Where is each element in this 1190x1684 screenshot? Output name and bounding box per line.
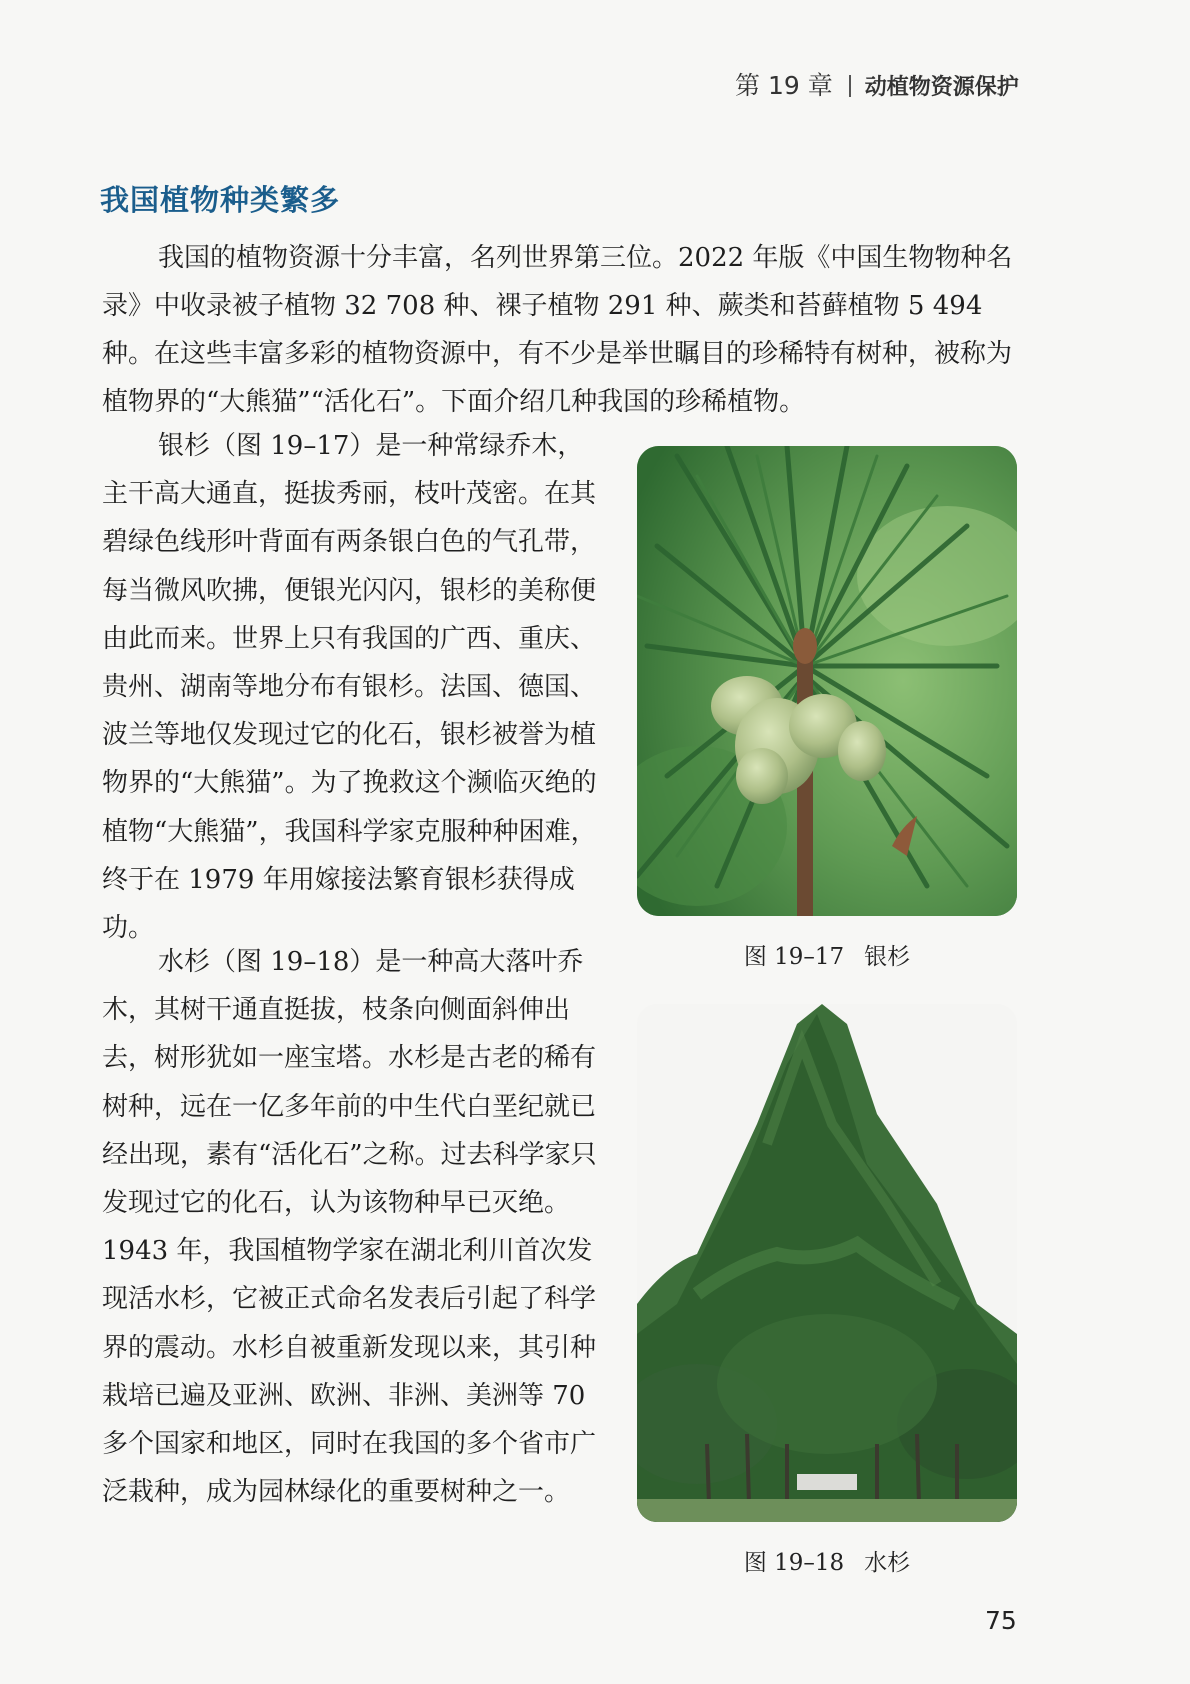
figure-caption-yinshan	[637, 938, 1017, 971]
section-title: 我国植物种类繁多	[100, 183, 341, 217]
shuishan-paragraph: 水杉（图 19–18）是一种高大落叶乔木，其树干通直挺拔，枝条向侧面斜伸出去，树形犹如一座宝塔。水杉是古老的稀有树种，远在一亿多年前的中生代白垩纪就已经出现，素有“活化石”之称。过去科学家只发现过它的化石，认为该物种早已灭绝。1943 年，我国植物学家在湖北利川首次发现活水杉，它被正式命名发表后引起了科学界的震动。水杉自被重新发现以来，其引种栽培已遍及亚洲、欧洲、非洲、美洲等 70 多个国家和地区，同时在我国的多个省市广泛栽种，成为园林绿化的重要树种之一。	[102, 947, 597, 1508]
running-header	[735, 66, 1019, 102]
header-divider	[849, 75, 851, 97]
figure-caption-text: 银杉	[864, 944, 911, 970]
intro-paragraph: 我国的植物资源十分丰富，名列世界第三位。2022 年版《中国生物物种名录》中收录被子植物 32 708 种、裸子植物 291 种、蕨类和苔藓植物 5 494 种。在这些丰富多彩的植物资源中，有不少是举世瞩目的珍稀特有树种，被称为植物界的“大熊猫”“活化石”。下面介绍几种我国的珍稀植物。	[102, 243, 1013, 417]
figure-number: 图 19–17	[743, 944, 845, 970]
figure-caption-shuishan	[637, 1544, 1017, 1577]
figure-number: 图 19–18	[743, 1550, 845, 1576]
yinshan-photo-illustration	[637, 446, 1017, 916]
intro-paragraph-block	[102, 234, 1017, 426]
figure-caption-text: 水杉	[864, 1550, 911, 1576]
shuishan-photo-illustration	[637, 1004, 1017, 1522]
yinshan-paragraph-block	[102, 422, 607, 952]
shuishan-paragraph-block	[102, 938, 607, 1516]
figure-yinshan	[637, 446, 1017, 971]
chapter-number: 第 19 章	[735, 71, 833, 100]
shuishan-photo	[637, 1004, 1017, 1522]
chapter-title: 动植物资源保护	[864, 75, 1019, 100]
yinshan-photo	[637, 446, 1017, 916]
figure-shuishan	[637, 1004, 1017, 1577]
page-number: 75	[985, 1606, 1017, 1635]
yinshan-paragraph: 银杉（图 19–17）是一种常绿乔木，主干高大通直，挺拔秀丽，枝叶茂密。在其碧绿色线形叶背面有两条银白色的气孔带，每当微风吹拂，便银光闪闪，银杉的美称便由此而来。世界上只有我国的广西、重庆、贵州、湖南等地分布有银杉。法国、德国、波兰等地仅发现过它的化石，银杉被誉为植物界的“大熊猫”。为了挽救这个濒临灭绝的植物“大熊猫”，我国科学家克服种种困难，终于在 1979 年用嫁接法繁育银杉获得成功。	[102, 431, 597, 944]
